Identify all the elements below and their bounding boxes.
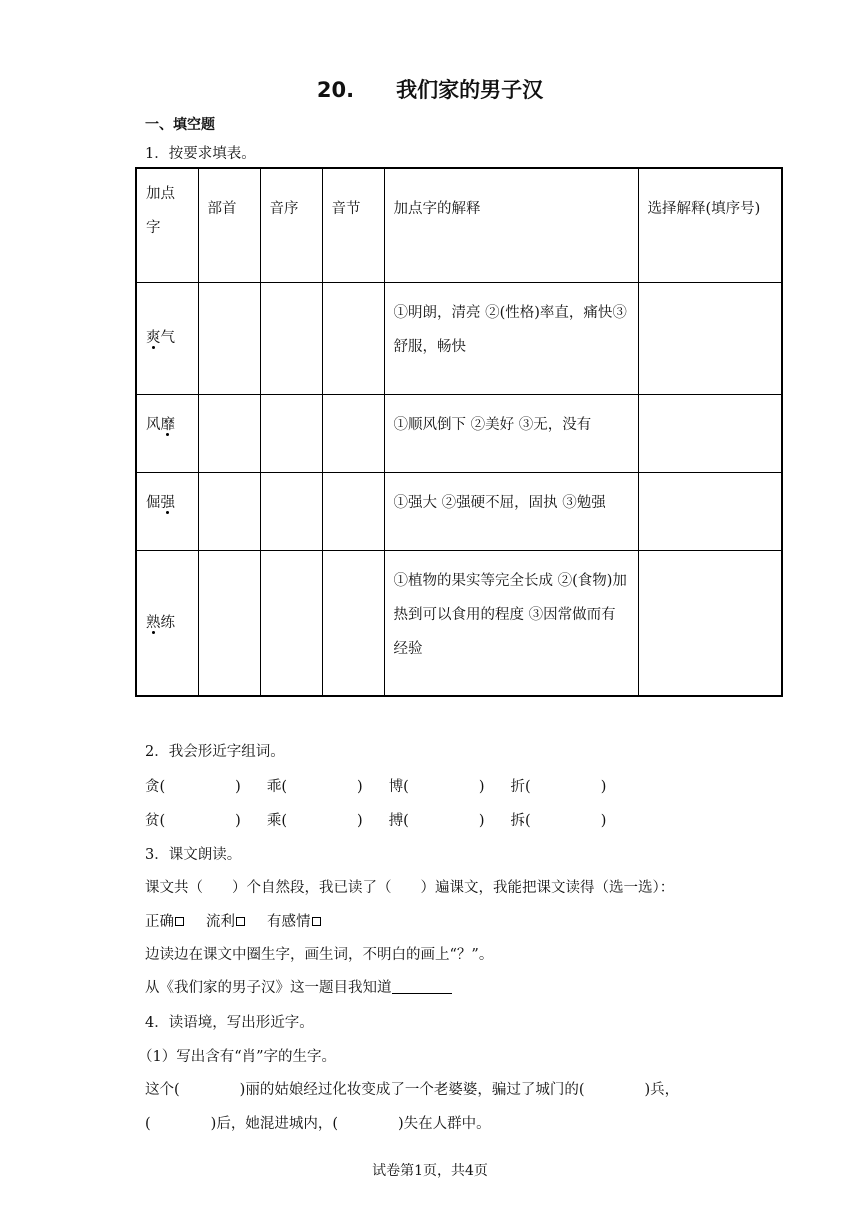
q3-line1: 课文共（ ）个自然段，我已读了（ ）遍课文，我能把课文读得（选一选）：: [145, 880, 675, 896]
syllable-input[interactable]: [322, 394, 384, 472]
word-cell: 爽气: [136, 282, 198, 394]
option-label: 流利: [206, 914, 235, 930]
meaning-cell: ①明朗，清亮 ②(性格)率直，痛快③舒服，畅快: [384, 282, 638, 394]
q3-prompt: 3．课文朗读。: [145, 847, 242, 863]
q4-sub1: （1）写出含有“肖”字的生字。: [138, 1049, 337, 1065]
order-input[interactable]: [260, 550, 322, 696]
choice-input[interactable]: [638, 472, 782, 550]
q2-row1: 贪( ) 乖( ) 博( ) 折( ): [145, 779, 607, 795]
lesson-title: 我们家的男子汉: [396, 78, 544, 102]
order-input[interactable]: [260, 282, 322, 394]
choice-input[interactable]: [638, 282, 782, 394]
table-header-row: [136, 168, 782, 282]
header-cell: 音节: [322, 168, 384, 282]
header-cell: 加点字: [136, 168, 198, 282]
q2-prompt: 2．我会形近字组词。: [145, 744, 285, 760]
q4-line2: ( )后，她混进城内，( )失在人群中。: [145, 1116, 491, 1132]
q3-line4: 从《我们家的男子汉》这一题目我知道: [145, 976, 452, 997]
header-cell: 部首: [198, 168, 260, 282]
table-row: [136, 282, 782, 394]
meaning-cell: ①植物的果实等完全长成 ②(食物)加热到可以食用的程度 ③因常做而有经验: [384, 550, 638, 696]
section-heading: 一、填空题: [145, 117, 215, 133]
choice-input[interactable]: [638, 550, 782, 696]
dotted-char: 熟: [146, 614, 161, 631]
radical-input[interactable]: [198, 550, 260, 696]
meaning-cell: ①顺风倒下 ②美好 ③无，没有: [384, 394, 638, 472]
syllable-input[interactable]: [322, 550, 384, 696]
word-cell: 风靡: [136, 394, 198, 472]
answer-underline[interactable]: [392, 979, 452, 994]
header-cell: 音序: [260, 168, 322, 282]
q4-line1: 这个( )丽的姑娘经过化妆变成了一个老婆婆，骗过了城门的( )兵，: [145, 1082, 680, 1098]
header-cell: 选择解释(填序号): [638, 168, 782, 282]
q3-line3: 边读边在课文中圈生字，画生词，不明白的画上“？”。: [145, 947, 494, 963]
syllable-input[interactable]: [322, 472, 384, 550]
q1-prompt: 1．按要求填表。: [145, 146, 256, 162]
q3-options: [145, 910, 321, 931]
fill-table: [135, 167, 783, 697]
checkbox-icon[interactable]: [175, 917, 184, 926]
word-cell: 熟练: [136, 550, 198, 696]
order-input[interactable]: [260, 394, 322, 472]
dotted-char: 强: [160, 494, 175, 511]
meaning-cell: ①强大 ②强硬不屈，固执 ③勉强: [384, 472, 638, 550]
table-row: [136, 394, 782, 472]
q2-row2: 贫( ) 乘( ) 搏( ) 拆( ): [145, 813, 607, 829]
page-footer: 试卷第1页，共4页: [372, 1163, 488, 1179]
header-cell: 加点字的解释: [384, 168, 638, 282]
order-input[interactable]: [260, 472, 322, 550]
dotted-char: 靡: [160, 416, 175, 433]
syllable-input[interactable]: [322, 282, 384, 394]
word-cell: 倔强: [136, 472, 198, 550]
option-label: 有感情: [267, 914, 311, 930]
choice-input[interactable]: [638, 394, 782, 472]
checkbox-icon[interactable]: [236, 917, 245, 926]
radical-input[interactable]: [198, 282, 260, 394]
option-label: 正确: [145, 914, 174, 930]
radical-input[interactable]: [198, 394, 260, 472]
page-title: [0, 74, 860, 104]
q4-prompt: 4．读语境，写出形近字。: [145, 1015, 314, 1031]
dotted-char: 爽: [146, 330, 161, 346]
lesson-number: 20.: [316, 78, 355, 102]
table-row: [136, 550, 782, 696]
radical-input[interactable]: [198, 472, 260, 550]
checkbox-icon[interactable]: [312, 917, 321, 926]
table-row: [136, 472, 782, 550]
